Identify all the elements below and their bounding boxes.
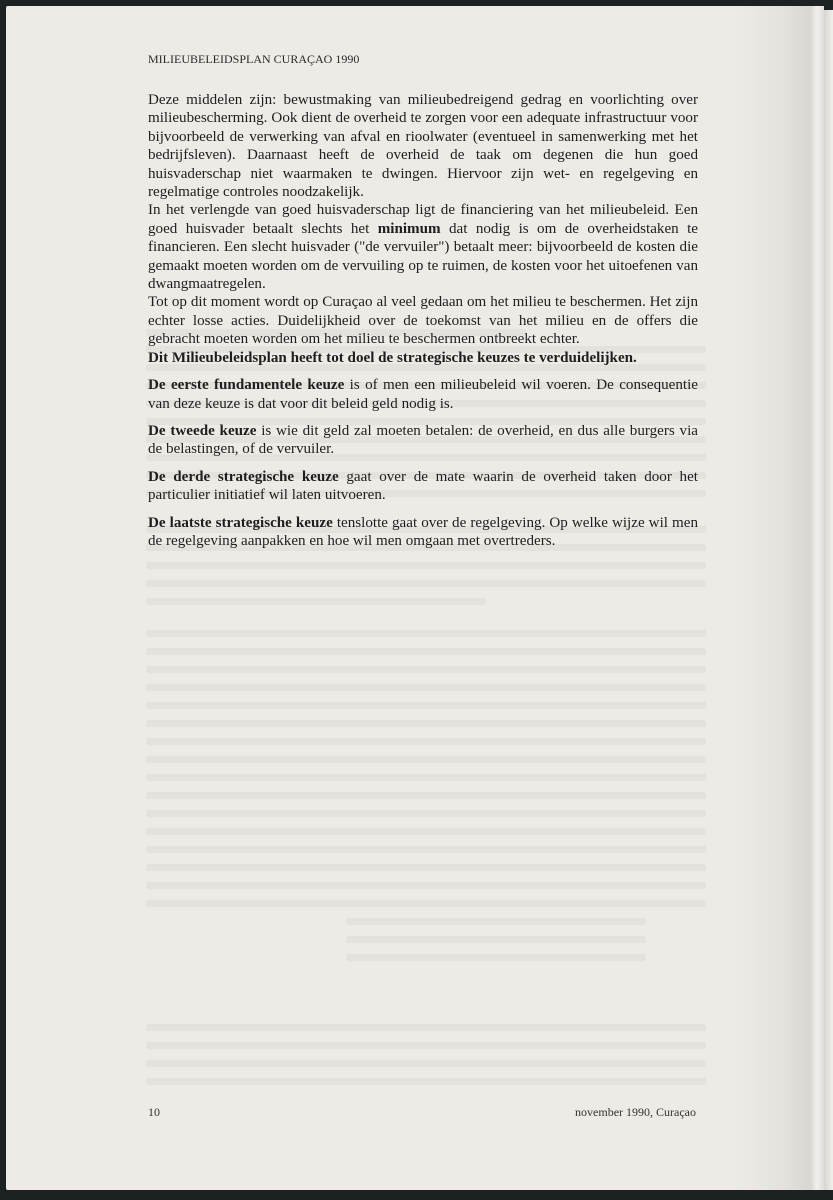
paragraph-means [148, 91, 698, 201]
paragraph-current-situation [148, 293, 698, 348]
plan-goal-statement: Dit Milieubeleidsplan heeft tot doel de strategische keuzes te verduidelijken. [148, 349, 637, 366]
paragraph-second-choice [148, 422, 698, 459]
running-head: MILIEUBELEIDSPLAN CURAÇAO 1990 [148, 52, 360, 66]
paragraph-text: Tot op dit moment wordt op Curaçao al veel gedaan om het milieu te beschermen. Het zijn echter losse acties. Duidelijkheid over de toekomst van het milieu en de offers die gebracht moeten worden om het milieu te beschermen ontbreekt echter. [148, 294, 698, 348]
emphasis-minimum: minimum [377, 220, 441, 237]
document-page [6, 6, 824, 1190]
body-text [148, 91, 698, 550]
third-choice-heading: De derde strategische keuze [148, 468, 339, 485]
paragraph-financing [148, 201, 698, 293]
paragraph-text: In het verlengde van goed huisvaderschap ligt de financiering van het milieubeleid. Een goed huisvader betaalt slechts het [148, 202, 698, 237]
second-choice-heading: De tweede keuze [148, 422, 257, 439]
paragraph-text: Deze middelen zijn: bewustmaking van milieubedreigend gedrag en voorlichting over milieubescherming. Ook dient de overheid te zorgen voor een adequate infrastructuur voor bijvoorbeeld de verwerking van afval en rioolwater (eventueel in samenwerking met het bedrijfsleven). Daarnaast heeft de overheid de taak om degenen die hun goed huisvaderschap niet waarmaken te dwingen. Hiervoor zijn wet- en regelgeving en regelmatige controles noodzakelijk. [148, 92, 698, 201]
footer-date-place: november 1990, Curaçao [575, 1105, 696, 1119]
last-choice-heading: De laatste strategische keuze [148, 514, 333, 531]
paragraph-third-choice [148, 468, 698, 505]
paragraph-first-choice [148, 376, 698, 413]
paragraph-last-choice [148, 514, 698, 551]
paragraph-text: dat nodig is om de overheidstaken te financieren. Een slecht huisvader ("de vervuiler") betaalt meer: bijvoorbeeld de kosten die gemaakt moeten worden om de vervuiling op te ruimen, de kosten voor het uitoefenen van dwangmaatregelen. [148, 220, 698, 293]
page-number: 10 [148, 1105, 160, 1119]
paragraph-text: is of men een milieubeleid wil voeren. De consequentie van deze keuze is dat voor dit beleid geld nodig is. [148, 377, 699, 412]
paragraph-plan-goal [148, 349, 698, 367]
binding-edge [824, 10, 833, 1190]
first-choice-heading: De eerste fundamentele keuze [148, 377, 345, 394]
paragraph-text: tenslotte gaat over de regelgeving. Op welke wijze wil men de regelgeving aanpakken en hoe wil men omgaan met overtreders. [148, 514, 698, 549]
paragraph-text: is wie dit geld zal moeten betalen: de overheid, en dus alle burgers via de belastingen, of de vervuiler. [148, 422, 698, 458]
paragraph-text: gaat over de mate waarin de overheid taken door het particulier initiatief wil laten uitvoeren. [148, 468, 698, 504]
